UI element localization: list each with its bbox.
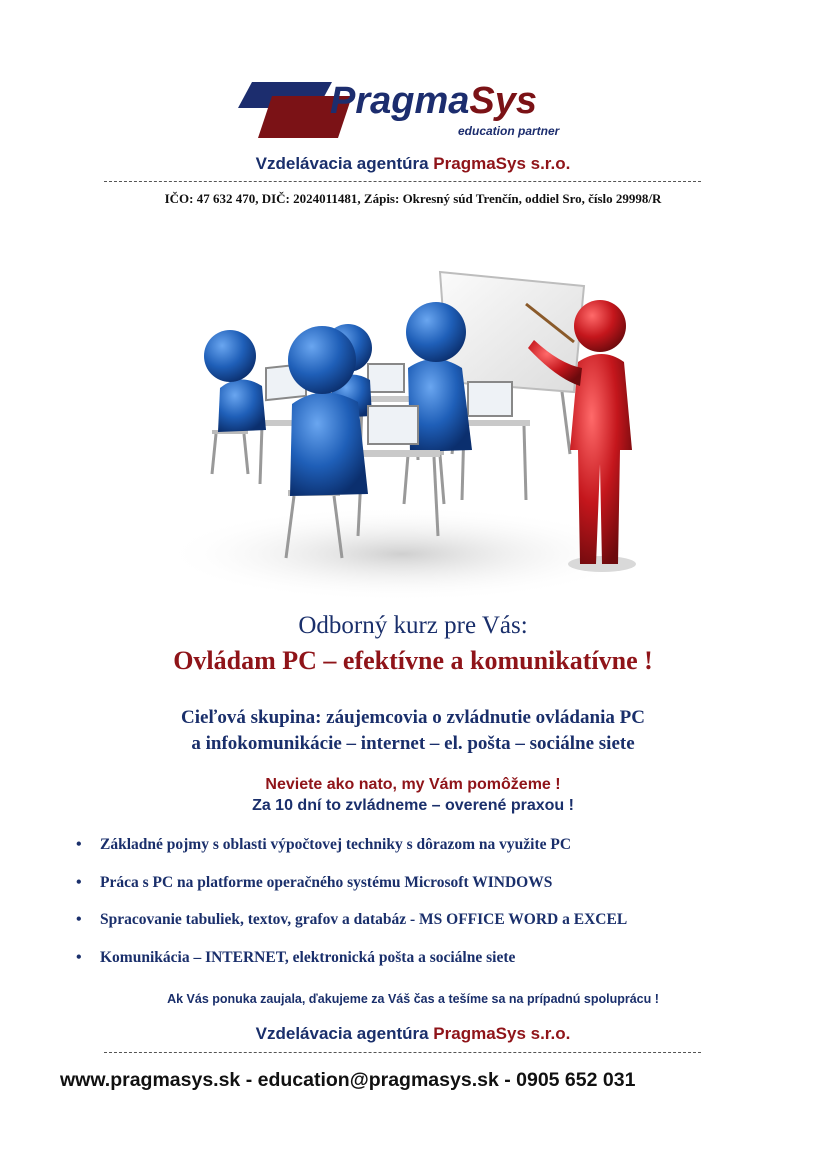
header-agency-line [0,154,826,174]
course-title: Ovládam PC – efektívne a komunikatívne ! [173,646,653,675]
target-group-line-2: a infokomunikácie – internet – el. pošta – sociálne siete [191,733,635,754]
footer-agency-prefix: Vzdelávacia agentúra [255,1024,434,1043]
contact-line: www.pragmasys.sk - education@pragmasys.sk - 0905 652 031 [60,1069,636,1091]
list-item-text: Komunikácia – INTERNET, elektronická pošta a sociálne siete [100,949,516,966]
list-item [76,911,756,933]
header-agency-brand: PragmaSys s.r.o. [433,154,571,173]
bullet-icon: • [76,949,82,966]
bullet-icon: • [76,874,82,891]
list-item [76,836,756,858]
classroom-presentation-illustration-icon [172,264,656,608]
logo-tagline: education partner [458,124,560,138]
classroom-illustration [172,264,656,608]
footer-divider [104,1052,701,1053]
company-registry-info: IČO: 47 632 470, DIČ: 2024011481, Zápis: Okresný súd Trenčín, oddiel Sro, číslo 29998/R [164,191,662,206]
list-item [76,874,756,896]
target-group-line-1: Cieľová skupina: záujemcovia o zvládnutie ovládania PC [181,707,645,728]
header-agency-prefix: Vzdelávacia agentúra [255,154,434,173]
footer-agency-line [0,1024,826,1044]
pragmasys-logo [232,78,602,140]
thank-you-note: Ak Vás ponuka zaujala, ďakujeme za Váš čas a tešíme sa na prípadnú spoluprácu ! [167,992,659,1006]
promo-line-2: Za 10 dní to zvládneme – overené praxou ! [252,797,574,814]
bullet-icon: • [76,836,82,853]
list-item-text: Základné pojmy s oblasti výpočtovej techniky s dôrazom na využite PC [100,836,572,853]
list-item-text: Práca s PC na platforme operačného systému Microsoft WINDOWS [100,874,553,891]
footer-agency-brand: PragmaSys s.r.o. [433,1024,571,1043]
bullet-icon: • [76,911,82,928]
promo-line-1: Neviete ako nato, my Vám pomôžeme ! [265,776,561,793]
list-item [76,949,756,971]
course-intro: Odborný kurz pre Vás: [298,612,528,639]
header-divider [104,181,701,182]
list-item-text: Spracovanie tabuliek, textov, grafov a databáz - MS OFFICE WORD a EXCEL [100,911,628,928]
logo-wordmark: PragmaSys [330,80,538,122]
